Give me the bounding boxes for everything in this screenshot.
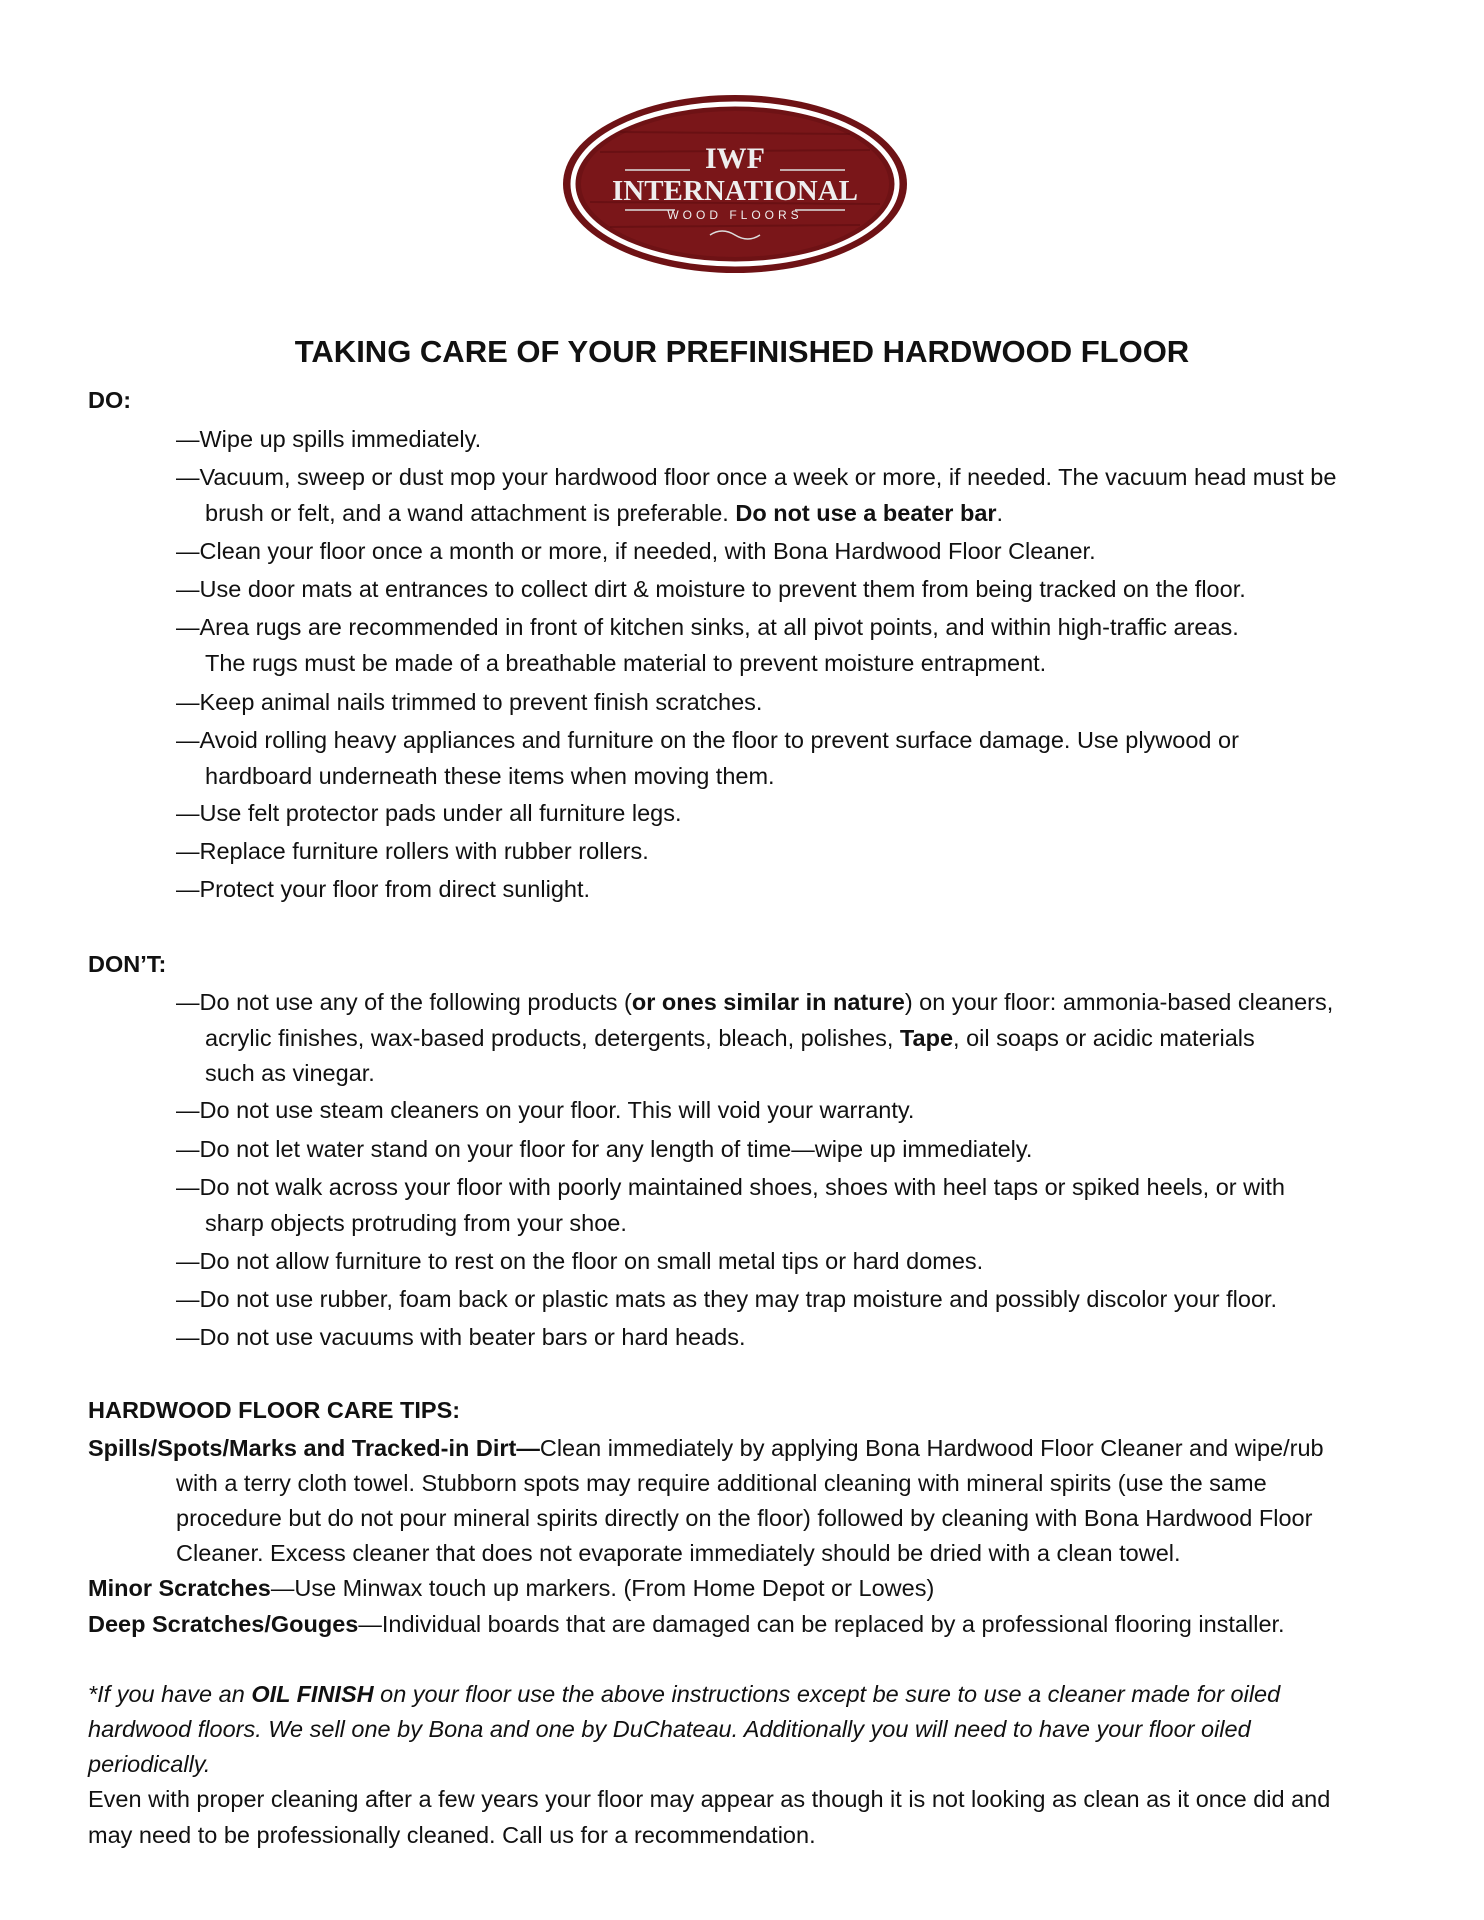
logo-text: INTERNATIONAL (611, 175, 859, 207)
emphasis: or ones similar in nature (631, 989, 905, 1015)
logo-text: WOOD FLOORS (667, 208, 803, 222)
tip-item (88, 1610, 1285, 1638)
closing-note: may need to be professionally cleaned. Call us for a recommendation. (88, 1822, 816, 1848)
dont-item-continued (205, 1024, 1255, 1052)
dont-item-continued: sharp objects protruding from your shoe. (205, 1210, 627, 1236)
do-heading: DO: (88, 387, 132, 413)
do-item: —Avoid rolling heavy appliances and furniture on the floor to prevent surface damage. Use plywood or (176, 727, 1239, 753)
text: —Do not use any of the following products ( (176, 989, 632, 1015)
text: , oil soaps or acidic materials (953, 1025, 1255, 1051)
do-item: —Use door mats at entrances to collect dirt & moisture to prevent them from being tracked on the floor. (176, 576, 1246, 602)
dont-item: —Do not allow furniture to rest on the floor on small metal tips or hard domes. (176, 1248, 984, 1274)
oil-note (88, 1680, 1280, 1708)
do-item: —Use felt protector pads under all furniture legs. (176, 800, 682, 826)
dont-item: —Do not walk across your floor with poorly maintained shoes, shoes with heel taps or spiked heels, or with (176, 1174, 1285, 1200)
tip-item (88, 1574, 934, 1602)
tip-item-continued: Cleaner. Excess cleaner that does not evaporate immediately should be dried with a clean towel. (176, 1540, 1181, 1566)
page-title: TAKING CARE OF YOUR PREFINISHED HARDWOOD FLOOR (294, 334, 1190, 369)
emphasis: Tape (899, 1025, 954, 1051)
text: Clean immediately by applying Bona Hardwood Floor Cleaner and wipe/rub (539, 1435, 1324, 1461)
tip-item-continued: with a terry cloth towel. Stubborn spots may require additional cleaning with mineral spirits (use the same (176, 1470, 1267, 1496)
text: *If you have an (88, 1681, 252, 1707)
dont-item: —Do not use vacuums with beater bars or hard heads. (176, 1324, 746, 1350)
do-item: —Area rugs are recommended in front of kitchen sinks, at all pivot points, and within high-traffic areas. (176, 614, 1239, 640)
emphasis: Do not use a beater bar (735, 500, 997, 526)
do-item: —Keep animal nails trimmed to prevent finish scratches. (176, 689, 763, 715)
company-logo (560, 92, 910, 277)
logo-text: IWF (705, 142, 765, 175)
do-item-continued: hardboard underneath these items when moving them. (205, 763, 775, 789)
dont-heading: DON’T: (88, 951, 167, 977)
do-item: —Replace furniture rollers with rubber rollers. (176, 838, 649, 864)
closing-note: Even with proper cleaning after a few years your floor may appear as though it is not looking as clean as it once did and (88, 1786, 1331, 1812)
text: —Individual boards that are damaged can be replaced by a professional flooring installer. (358, 1611, 1285, 1637)
text: ) on your floor: ammonia-based cleaners, (904, 989, 1334, 1015)
dont-item: —Do not let water stand on your floor for any length of time—wipe up immediately. (176, 1136, 1033, 1162)
tip-label: Spills/Spots/Marks and Tracked-in Dirt— (88, 1435, 540, 1461)
tip-label: Deep Scratches/Gouges (88, 1611, 359, 1637)
emphasis: OIL FINISH (251, 1681, 374, 1707)
tip-item-continued: procedure but do not pour mineral spirits directly on the floor) followed by cleaning with Bona Hardwood Floor (176, 1505, 1313, 1531)
tip-label: Minor Scratches (88, 1575, 271, 1601)
dont-item: —Do not use rubber, foam back or plastic mats as they may trap moisture and possibly discolor your floor. (176, 1286, 1278, 1312)
dont-item-continued: such as vinegar. (205, 1060, 375, 1086)
tip-item (88, 1434, 1324, 1462)
do-item-continued (205, 499, 1003, 527)
text: on your floor use the above instructions except be sure to use a cleaner made for oiled (373, 1681, 1281, 1707)
do-item: —Clean your floor once a month or more, if needed, with Bona Hardwood Floor Cleaner. (176, 538, 1096, 564)
oil-note-continued: periodically. (88, 1751, 211, 1777)
text: . (996, 500, 1004, 526)
do-item: —Protect your floor from direct sunlight. (176, 876, 591, 902)
text: brush or felt, and a wand attachment is preferable. (205, 500, 736, 526)
dont-item (176, 988, 1333, 1016)
do-item: —Vacuum, sweep or dust mop your hardwood floor once a week or more, if needed. The vacuum head must be (176, 464, 1337, 490)
do-item: —Wipe up spills immediately. (176, 426, 482, 452)
text: —Use Minwax touch up markers. (From Home Depot or Lowes) (270, 1575, 935, 1601)
text: acrylic finishes, wax-based products, detergents, bleach, polishes, (205, 1025, 900, 1051)
dont-item: —Do not use steam cleaners on your floor. This will void your warranty. (176, 1097, 915, 1123)
oil-note-continued: hardwood floors. We sell one by Bona and one by DuChateau. Additionally you will need to have your floor oiled (88, 1716, 1251, 1742)
tips-heading: HARDWOOD FLOOR CARE TIPS: (88, 1397, 461, 1423)
do-item-continued: The rugs must be made of a breathable material to prevent moisture entrapment. (205, 650, 1047, 676)
